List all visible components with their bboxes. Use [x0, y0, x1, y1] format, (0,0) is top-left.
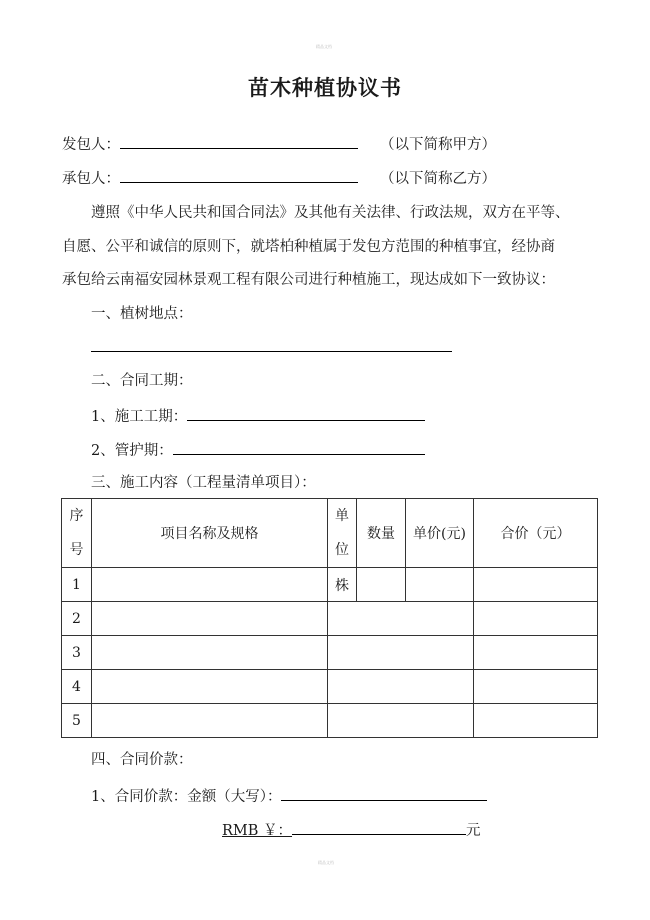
row-merged-cell[interactable] [328, 602, 474, 636]
rmb-blank[interactable] [292, 820, 466, 835]
section-period: 二、合同工期： [91, 373, 193, 389]
maintenance-period-blank[interactable] [173, 440, 425, 455]
table-row [62, 670, 598, 704]
price-amount-blank[interactable] [281, 786, 487, 801]
header-qty: 数量 [357, 499, 406, 568]
party-a-label: 发包人： [62, 137, 120, 153]
row-total[interactable] [474, 602, 598, 636]
header-unit: 单 位 [328, 499, 357, 568]
party-a-note: （以下简称甲方） [380, 137, 496, 153]
row-total[interactable] [474, 636, 598, 670]
table-row [62, 602, 598, 636]
row-merged-cell[interactable] [328, 636, 474, 670]
row-total[interactable] [474, 704, 598, 738]
header-total: 合价（元） [474, 499, 598, 568]
row-name[interactable] [92, 704, 328, 738]
party-b-blank[interactable] [120, 168, 358, 183]
header-name: 项目名称及规格 [92, 499, 328, 568]
row-no: 2 [62, 602, 92, 636]
row-merged-cell[interactable] [328, 670, 474, 704]
rmb-unit: 元 [466, 823, 481, 839]
row-total[interactable] [474, 670, 598, 704]
party-a-blank[interactable] [120, 134, 358, 149]
header-no: 序 号 [62, 499, 92, 568]
row-no: 3 [62, 636, 92, 670]
row-no: 4 [62, 670, 92, 704]
row-merged-cell[interactable] [328, 704, 474, 738]
party-b-line [62, 168, 496, 188]
row-price[interactable] [406, 568, 474, 602]
table-row [62, 704, 598, 738]
rmb-line [222, 820, 481, 840]
construction-period-blank[interactable] [187, 406, 425, 421]
row-unit: 株 [328, 568, 357, 602]
row-name[interactable] [92, 670, 328, 704]
row-no: 5 [62, 704, 92, 738]
header-price: 单价(元) [406, 499, 474, 568]
construction-period-label: 1、施工工期： [91, 409, 188, 425]
table-header-row [62, 499, 598, 568]
row-name[interactable] [92, 568, 328, 602]
section-price: 四、合同价款： [91, 752, 193, 768]
row-name[interactable] [92, 602, 328, 636]
section-content: 三、施工内容（工程量清单项目）： [91, 475, 316, 491]
row-total[interactable] [474, 568, 598, 602]
maintenance-period-label: 2、管护期： [91, 443, 173, 459]
table-row [62, 636, 598, 670]
footer-watermark: 精品文档 [318, 860, 334, 865]
location-blank[interactable] [91, 351, 452, 352]
price-amount-label: 1、合同价款：金额（大写）： [91, 789, 282, 805]
table-row [62, 568, 598, 602]
row-name[interactable] [92, 636, 328, 670]
party-a-line [62, 134, 496, 154]
construction-period-line [91, 406, 425, 426]
document-title: 苗木种植协议书 [248, 75, 402, 100]
intro-line-1: 遵照《中华人民共和国合同法》及其他有关法律、行政法规，双方在平等、 [91, 205, 570, 221]
section-location: 一、植树地点： [91, 306, 193, 322]
row-qty[interactable] [357, 568, 406, 602]
row-no: 1 [62, 568, 92, 602]
work-items-table [61, 498, 598, 738]
intro-line-2: 自愿、公平和诚信的原则下，就塔柏种植属于发包方范围的种植事宜，经协商 [62, 239, 555, 255]
maintenance-period-line [91, 440, 425, 460]
party-b-label: 承包人： [62, 171, 120, 187]
header-watermark: 精品文档 [316, 44, 332, 49]
party-b-note: （以下简称乙方） [380, 171, 496, 187]
price-amount-line [91, 786, 487, 806]
intro-line-3: 承包给云南福安园林景观工程有限公司进行种植施工，现达成如下一致协议： [62, 272, 555, 288]
rmb-label: RMB ￥： [222, 823, 293, 839]
